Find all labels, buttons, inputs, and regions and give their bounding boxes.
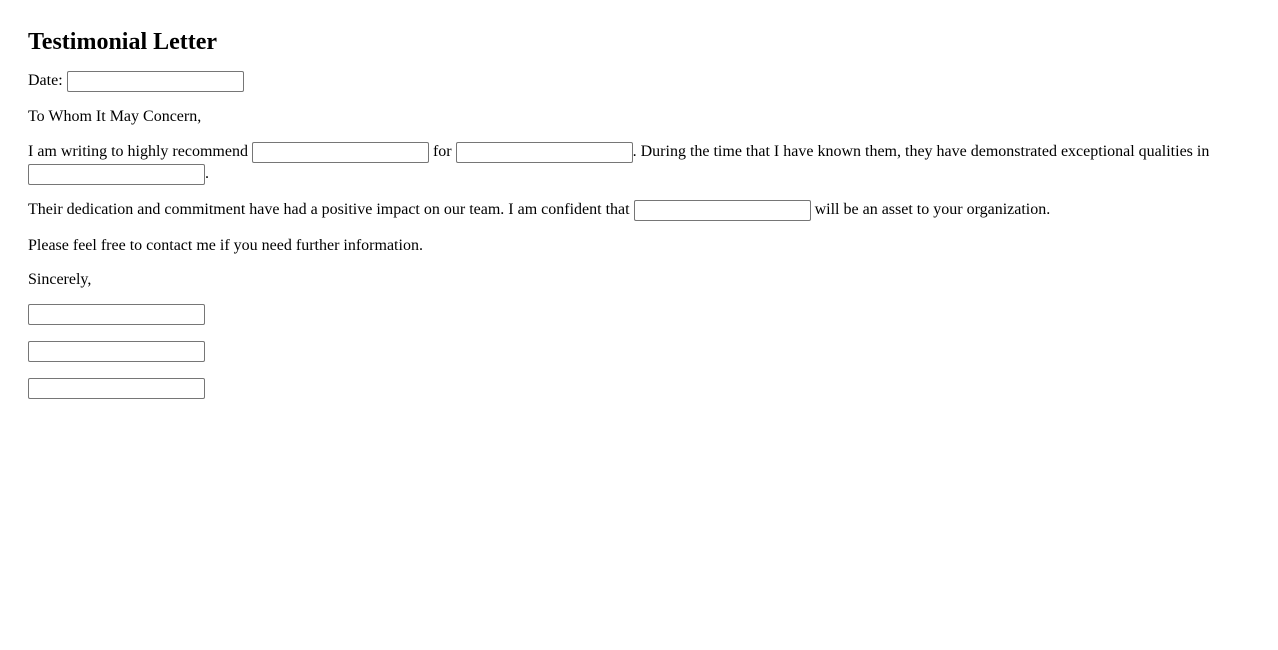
confidence-text: Their dedication and commitment have had a positive impact on our team. I am confident that (28, 201, 630, 218)
testimonial-letter (28, 0, 1250, 399)
recommend-text: I am writing to highly recommend (28, 143, 248, 160)
period-text: . (205, 165, 209, 182)
asset-text: will be an asset to your organization. (814, 201, 1051, 218)
qualities-text: . During the time that I have known them, they have demonstrated exceptional qualities in (632, 143, 1210, 160)
date-input[interactable] (67, 71, 244, 92)
qualities-input[interactable] (28, 164, 205, 185)
closing: Sincerely, (28, 271, 92, 288)
signer-name-input[interactable] (28, 304, 205, 325)
recommendation-paragraph (28, 141, 1250, 185)
contact-paragraph: Please feel free to contact me if you need further information. (28, 237, 423, 254)
position-input[interactable] (456, 142, 633, 163)
candidate-name-repeat-input[interactable] (634, 200, 811, 221)
signature-line-1 (28, 304, 1250, 325)
signer-title-input[interactable] (28, 341, 205, 362)
greeting: To Whom It May Concern, (28, 108, 202, 125)
page-title: Testimonial Letter (28, 29, 218, 55)
signer-contact-input[interactable] (28, 378, 205, 399)
confidence-paragraph (28, 199, 1250, 221)
candidate-name-input[interactable] (252, 142, 429, 163)
signature-line-2 (28, 341, 1250, 362)
date-label: Date: (28, 72, 63, 89)
date-line (28, 70, 1250, 92)
signature-line-3 (28, 378, 1250, 399)
for-text: for (432, 143, 452, 160)
